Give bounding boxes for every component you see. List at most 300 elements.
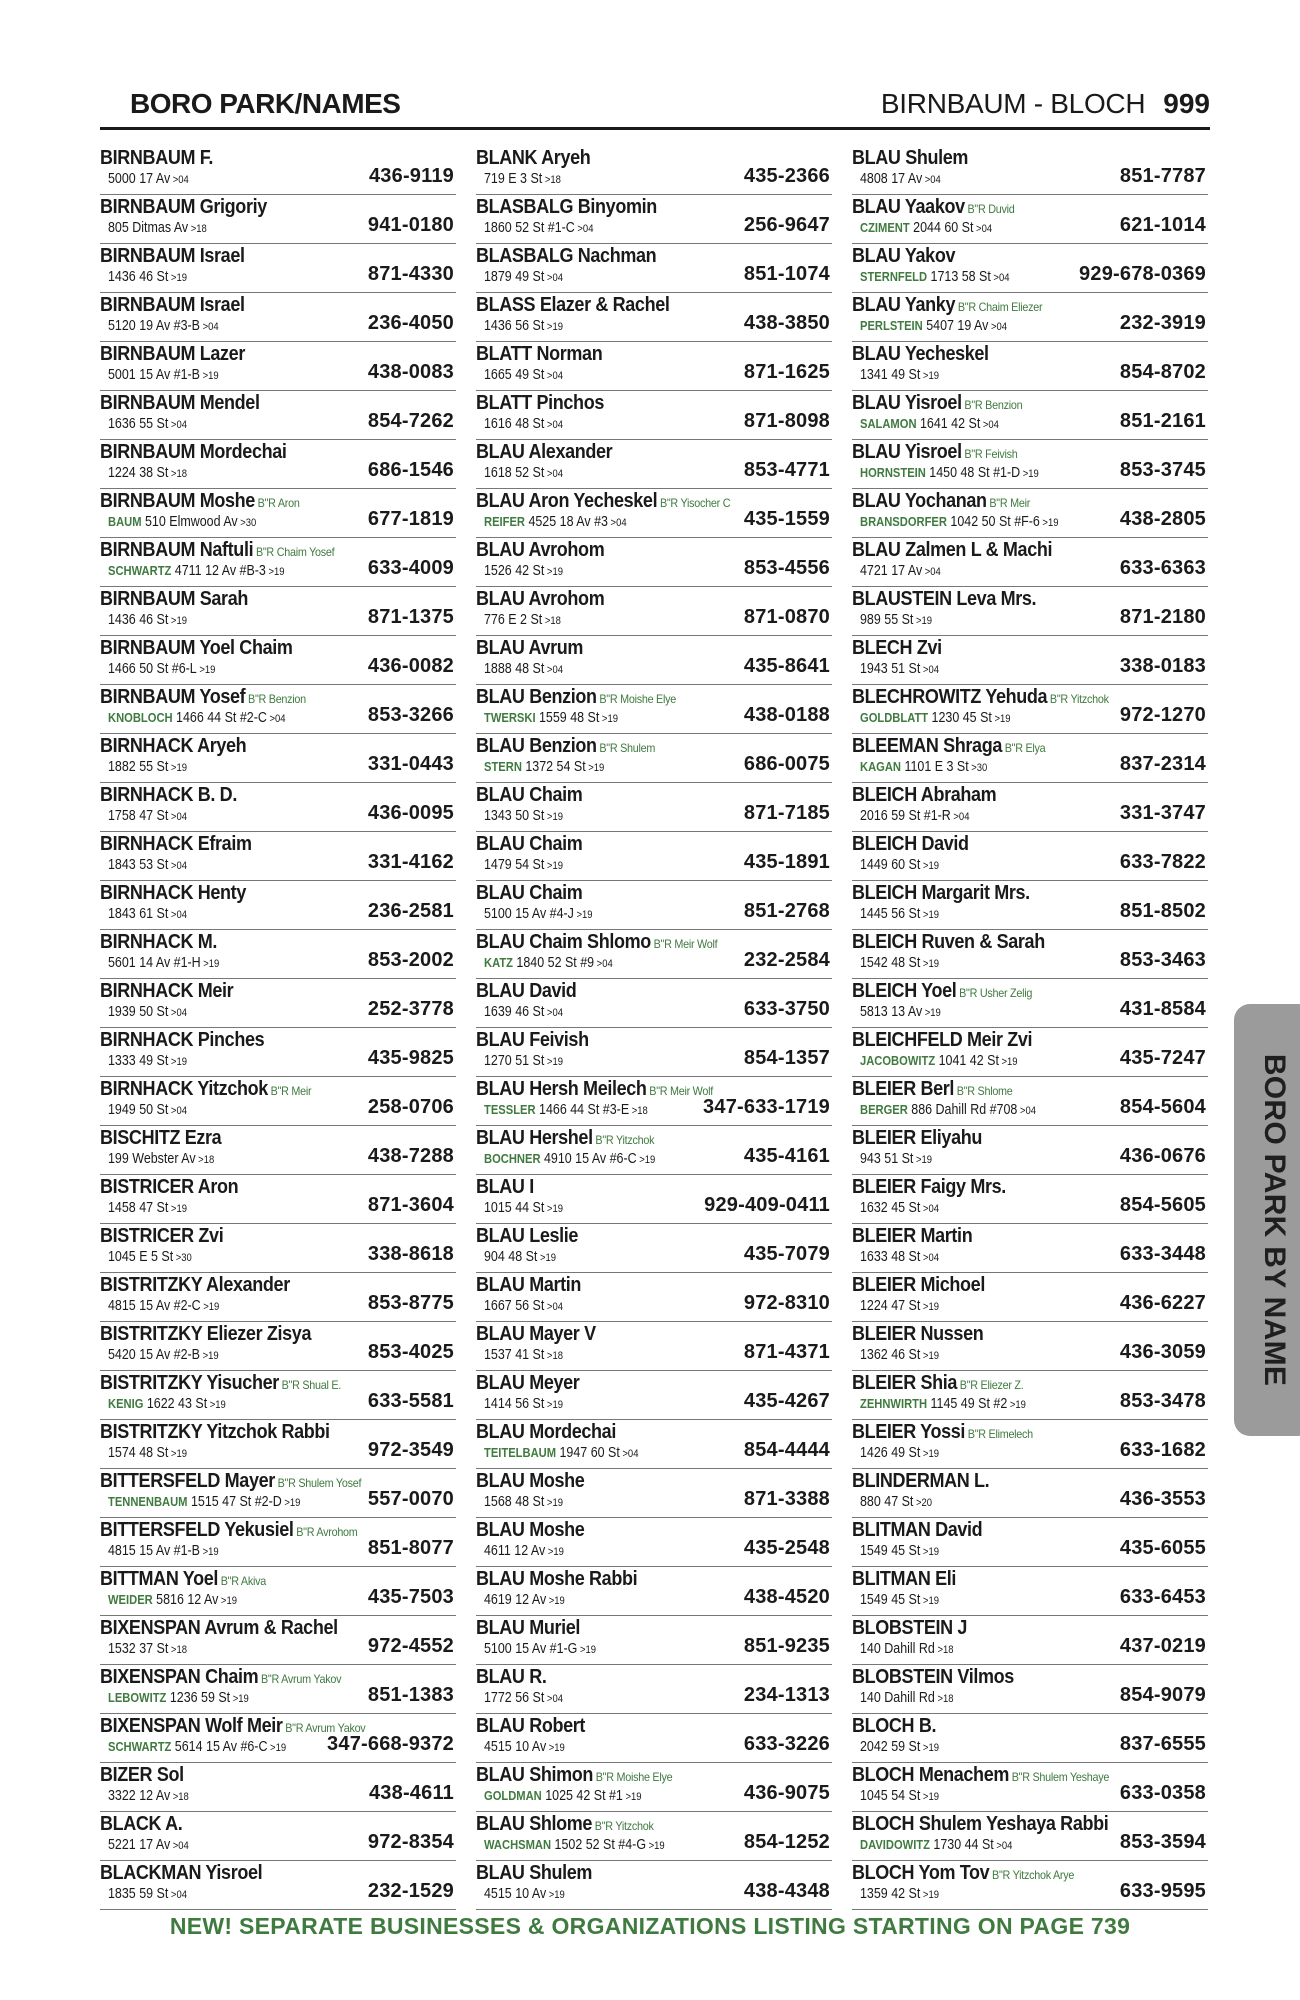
listing-name [852, 1372, 1023, 1395]
street-address: 1045 E 5 St [108, 1249, 174, 1265]
listing-entry [100, 685, 456, 734]
listing-entry [476, 244, 832, 293]
listing-name [852, 196, 1014, 219]
listing-entry [852, 244, 1208, 293]
zip-suffix: >19 [170, 1448, 187, 1460]
listing-entry [476, 881, 832, 930]
person-name: BLOCH B. [852, 1715, 937, 1737]
zip-suffix: >04 [170, 1007, 187, 1019]
listing-address [860, 1788, 939, 1804]
listing-entry [476, 832, 832, 881]
zip-suffix: >19 [548, 1742, 565, 1754]
listing-address [108, 1788, 189, 1804]
listing-name [100, 1323, 311, 1346]
listing-entry [852, 1077, 1208, 1126]
listing-name [100, 1715, 365, 1738]
zip-suffix: >18 [198, 1154, 215, 1166]
street-address: 1436 46 St [108, 612, 169, 628]
phone-number: 435-2548 [743, 1537, 830, 1559]
zip-suffix: >19 [232, 1693, 249, 1705]
listing-name [852, 1323, 983, 1346]
person-name: BLAU Shimon [476, 1764, 594, 1786]
phone-number: 438-0083 [367, 361, 454, 383]
zip-suffix: >19 [994, 713, 1011, 725]
listing-entry [852, 342, 1208, 391]
listing-name [852, 1666, 1014, 1689]
listing-name [100, 1764, 184, 1787]
street-address: 1015 44 St [484, 1200, 545, 1216]
listing-entry [476, 1567, 832, 1616]
street-address: 1568 48 St [484, 1494, 545, 1510]
listing-address [108, 1592, 237, 1608]
listing-name [852, 1127, 982, 1150]
phone-number: 633-3750 [743, 998, 830, 1020]
listing-name [476, 588, 604, 611]
listing-address [860, 220, 992, 236]
zip-suffix: >04 [546, 1693, 563, 1705]
listing-entry [100, 734, 456, 783]
listing-entry [100, 587, 456, 636]
maiden-surname: SCHWARTZ [108, 563, 172, 578]
zip-suffix: >19 [546, 1399, 563, 1411]
listing-entry [100, 538, 456, 587]
person-name: BLAUSTEIN Leva Mrs. [852, 588, 1037, 610]
street-address: 1449 60 St [860, 857, 921, 873]
listing-name [476, 1519, 584, 1542]
listing-name [852, 1078, 1013, 1101]
street-address: 1641 42 St [919, 416, 981, 432]
street-address: 5601 14 Av #1-H [108, 955, 201, 971]
phone-number: 232-1529 [367, 1880, 454, 1902]
listing-entry [852, 979, 1208, 1028]
street-address: 4808 17 Av [860, 171, 923, 187]
listing-column-2 [476, 146, 832, 1910]
street-address: 2044 60 St [913, 220, 974, 236]
phone-number: 347-668-9372 [327, 1733, 454, 1755]
listing-entry [476, 391, 832, 440]
listing-name [100, 1666, 341, 1689]
person-name: BIRNHACK Henty [100, 882, 246, 904]
listing-name [852, 294, 1042, 317]
listing-name [852, 637, 942, 660]
zip-suffix: >04 [170, 1889, 187, 1901]
person-name: BLAU Mordechai [476, 1421, 616, 1443]
listing-name [100, 1127, 221, 1150]
street-address: 1840 52 St #9 [516, 955, 595, 971]
listing-entry [476, 636, 832, 685]
zip-suffix: >19 [202, 1350, 219, 1362]
listing-address [860, 318, 1007, 334]
street-address: 4721 17 Av [860, 563, 923, 579]
street-address: 1943 51 St [860, 661, 921, 677]
listing-name [100, 1470, 361, 1493]
person-name: BLITMAN Eli [852, 1568, 957, 1590]
street-address: 1622 43 St [146, 1396, 208, 1412]
zip-suffix: >19 [203, 958, 220, 970]
street-address: 1362 46 St [860, 1347, 921, 1363]
zip-suffix: >18 [170, 468, 187, 480]
listing-entry [476, 1175, 832, 1224]
listing-name [100, 1225, 223, 1248]
listing-address [484, 1592, 565, 1608]
person-name: BLEICH Ruven & Sarah [852, 931, 1045, 953]
zip-suffix: >19 [922, 1448, 939, 1460]
listing-address [860, 514, 1058, 530]
listing-name [852, 686, 1109, 709]
patronymic: B"R Moishe Elye [595, 1770, 673, 1784]
person-name: BLAU Aron Yecheskel [476, 490, 658, 512]
listing-entry [476, 734, 832, 783]
person-name: BLACK A. [100, 1813, 183, 1835]
maiden-surname: HORNSTEIN [860, 465, 926, 480]
listing-name [476, 196, 657, 219]
listing-name [852, 441, 1018, 464]
listing-name [100, 539, 334, 562]
phone-number: 258-0706 [367, 1096, 454, 1118]
phone-number: 929-409-0411 [704, 1194, 830, 1216]
phone-number: 435-4267 [743, 1390, 830, 1412]
listing-address [108, 1102, 187, 1118]
phone-number: 435-8641 [743, 655, 830, 677]
zip-suffix: >04 [982, 419, 999, 431]
patronymic: B"R Yitzchok [1049, 692, 1109, 706]
phone-number: 851-1074 [743, 263, 830, 285]
listing-entry [476, 538, 832, 587]
listing-address [860, 563, 941, 579]
phone-number: 871-8098 [743, 410, 830, 432]
listing-entry [100, 1567, 456, 1616]
person-name: BLAU Muriel [476, 1617, 581, 1639]
maiden-surname: JACOBOWITZ [860, 1053, 936, 1068]
phone-number: 854-4444 [743, 1439, 830, 1461]
patronymic: B"R Yisocher C [659, 496, 731, 510]
zip-suffix: >04 [993, 272, 1010, 284]
zip-suffix: >04 [622, 1448, 639, 1460]
patronymic: B"R Shlome [956, 1084, 1013, 1098]
listing-address [108, 1200, 187, 1216]
listing-entry [100, 195, 456, 244]
listing-address [108, 1053, 187, 1069]
zip-suffix: >04 [269, 713, 286, 725]
patronymic: B"R Feivish [964, 447, 1018, 461]
person-name: BLOCH Shulem Yeshaya Rabbi [852, 1813, 1109, 1835]
listing-entry [852, 1224, 1208, 1273]
phone-number: 438-2805 [1119, 508, 1206, 530]
street-address: 5816 12 Av [156, 1592, 219, 1608]
listing-entry [476, 146, 832, 195]
maiden-surname: SALAMON [860, 416, 917, 431]
phone-number: 633-3226 [743, 1733, 830, 1755]
listing-entry [476, 1665, 832, 1714]
listing-entry [852, 440, 1208, 489]
phone-number: 331-0443 [367, 753, 454, 775]
listing-address [860, 416, 999, 432]
zip-suffix: >04 [1019, 1105, 1036, 1117]
listing-entry [852, 1616, 1208, 1665]
person-name: BISTRICER Zvi [100, 1225, 224, 1247]
listing-name [476, 1372, 579, 1395]
listing-entry [100, 293, 456, 342]
phone-number: 854-1357 [743, 1047, 830, 1069]
listing-address [108, 563, 285, 579]
zip-suffix: >19 [546, 1056, 563, 1068]
maiden-surname: BERGER [860, 1102, 908, 1117]
street-address: 1359 42 St [860, 1886, 921, 1902]
patronymic: B"R Elimelech [967, 1427, 1033, 1441]
listing-entry [476, 685, 832, 734]
listing-entry [852, 489, 1208, 538]
listing-entry [852, 636, 1208, 685]
zip-suffix: >04 [924, 174, 941, 186]
zip-suffix: >04 [170, 811, 187, 823]
listing-address [484, 1788, 642, 1804]
listing-address [108, 612, 187, 628]
page-number: 999 [1163, 88, 1210, 119]
listing-entry [100, 783, 456, 832]
listing-entry [476, 342, 832, 391]
listing-address [484, 1445, 638, 1461]
listing-address [108, 1690, 249, 1706]
phone-number: 837-6555 [1119, 1733, 1206, 1755]
phone-number: 853-4025 [367, 1341, 454, 1363]
listing-address [108, 269, 187, 285]
zip-suffix: >19 [601, 713, 618, 725]
street-address: 4910 15 Av #6-C [543, 1151, 637, 1167]
person-name: BLASBALG Nachman [476, 245, 657, 267]
zip-suffix: >19 [539, 1252, 557, 1264]
zip-suffix: >19 [170, 272, 187, 284]
listing-entry [852, 1322, 1208, 1371]
listing-name [100, 392, 260, 415]
zip-suffix: >04 [170, 860, 187, 872]
phone-number: 853-3594 [1119, 1831, 1206, 1853]
zip-suffix: >30 [971, 762, 988, 774]
listing-entry [852, 783, 1208, 832]
listing-name [100, 637, 293, 660]
person-name: BITTMAN Yoel [100, 1568, 219, 1590]
listing-address [108, 1347, 219, 1363]
person-name: BLEIER Faigy Mrs. [852, 1176, 1006, 1198]
street-address: 140 Dahill Rd [860, 1690, 935, 1706]
listing-name [852, 1715, 936, 1738]
street-address: 1224 47 St [860, 1298, 921, 1314]
phone-number: 436-3059 [1119, 1341, 1206, 1363]
listing-name [100, 784, 237, 807]
listing-name [100, 147, 213, 170]
zip-suffix: >19 [548, 1889, 565, 1901]
listing-name [476, 1813, 654, 1836]
listing-name [100, 490, 300, 513]
listing-address [484, 1886, 565, 1902]
person-name: BLECHROWITZ Yehuda [852, 686, 1048, 708]
maiden-surname: KATZ [484, 955, 513, 970]
listing-name [476, 343, 602, 366]
street-address: 1574 48 St [108, 1445, 169, 1461]
person-name: BLEICHFELD Meir Zvi [852, 1029, 1033, 1051]
listing-entry [852, 930, 1208, 979]
zip-suffix: >04 [170, 419, 187, 431]
person-name: BIRNBAUM Sarah [100, 588, 248, 610]
phone-number: 436-0676 [1119, 1145, 1206, 1167]
side-tab[interactable] [1234, 1004, 1300, 1436]
zip-suffix: >19 [1042, 517, 1059, 529]
phone-number: 331-4162 [367, 851, 454, 873]
phone-number: 438-4611 [368, 1782, 454, 1804]
phone-number: 854-9079 [1119, 1684, 1206, 1706]
phone-number: 435-6055 [1119, 1537, 1206, 1559]
zip-suffix: >19 [548, 1595, 565, 1607]
listing-name [476, 1274, 581, 1297]
street-address: 199 Webster Av [108, 1151, 196, 1167]
person-name: BLAU Shulem [476, 1862, 593, 1884]
patronymic: B"R Benzion [964, 398, 1023, 412]
listing-address [860, 1200, 939, 1216]
patronymic: B"R Avrum Yakov [261, 1672, 342, 1686]
listing-name [100, 1862, 262, 1885]
listing-name [852, 1764, 1109, 1787]
phone-number: 633-1682 [1119, 1439, 1206, 1461]
listing-name [476, 931, 717, 954]
person-name: BLATT Pinchos [476, 392, 604, 414]
listing-entry [100, 1420, 456, 1469]
patronymic: B"R Avrum Yakov [285, 1721, 366, 1735]
zip-suffix: >04 [170, 1105, 187, 1117]
street-address: 1236 59 St [169, 1690, 231, 1706]
zip-suffix: >19 [284, 1497, 301, 1509]
street-address: 1636 55 St [108, 416, 169, 432]
phone-number: 853-2002 [367, 949, 454, 971]
section-title: BORO PARK/NAMES [130, 88, 401, 119]
person-name: BLAU Shulem [852, 147, 969, 169]
listing-address [860, 857, 939, 873]
phone-number: 677-1819 [367, 508, 454, 530]
listing-address [860, 1886, 939, 1902]
person-name: BLEICH Abraham [852, 784, 997, 806]
person-name: BIZER Sol [100, 1764, 184, 1786]
street-address: 1270 51 St [484, 1053, 545, 1069]
street-address: 1549 45 St [860, 1543, 921, 1559]
listing-name [476, 1127, 654, 1150]
phone-number: 871-4330 [367, 263, 454, 285]
maiden-surname: CZIMENT [860, 220, 910, 235]
street-address: 4515 10 Av [484, 1886, 547, 1902]
listing-name [852, 882, 1030, 905]
phone-number: 236-2581 [367, 900, 454, 922]
zip-suffix: >19 [648, 1840, 665, 1852]
phone-number: 435-1559 [743, 508, 830, 530]
listing-entry [476, 1861, 832, 1910]
listing-name [100, 980, 233, 1003]
person-name: BLAU Shlome [476, 1813, 593, 1835]
phone-number: 436-9119 [368, 165, 454, 187]
street-address: 5000 17 Av [108, 171, 171, 187]
phone-number: 435-7247 [1119, 1047, 1206, 1069]
listing-name [100, 343, 245, 366]
zip-suffix: >04 [922, 664, 939, 676]
zip-suffix: >04 [546, 468, 563, 480]
person-name: BLATT Norman [476, 343, 603, 365]
phone-number: 347-633-1719 [703, 1096, 830, 1118]
zip-suffix: >04 [546, 1301, 563, 1313]
person-name: BLEICH David [852, 833, 969, 855]
listing-address [484, 808, 563, 824]
street-address: 1101 E 3 St [904, 759, 969, 775]
street-address: 4815 15 Av #2-C [108, 1298, 201, 1314]
phone-number: 851-2161 [1119, 410, 1206, 432]
zip-suffix: >30 [240, 517, 257, 529]
person-name: BLAU Alexander [476, 441, 613, 463]
listing-address [108, 220, 207, 236]
zip-suffix: >04 [546, 664, 563, 676]
phone-number: 252-3778 [367, 998, 454, 1020]
phone-number: 633-6453 [1119, 1586, 1206, 1608]
listing-name [476, 392, 604, 415]
listing-name [852, 1225, 972, 1248]
street-address: 1436 56 St [484, 318, 545, 334]
listing-entry [100, 636, 456, 685]
listing-name [100, 196, 267, 219]
listing-entry [100, 1175, 456, 1224]
maiden-surname: BOCHNER [484, 1151, 541, 1166]
phone-number: 941-0180 [367, 214, 454, 236]
street-address: 1633 48 St [860, 1249, 921, 1265]
listing-entry [476, 1224, 832, 1273]
street-address: 1515 47 St #2-D [190, 1494, 282, 1510]
patronymic: B"R Shulem Yeshaye [1011, 1770, 1110, 1784]
listing-address [484, 514, 627, 530]
phone-number: 232-2584 [743, 949, 830, 971]
listing-name [476, 490, 730, 513]
person-name: BISTRITZKY Eliezer Zisya [100, 1323, 312, 1345]
listing-address [860, 1494, 932, 1510]
person-name: BLAU Chaim [476, 833, 583, 855]
street-address: 776 E 2 St [484, 612, 543, 628]
street-address: 1414 56 St [484, 1396, 545, 1412]
listing-name [100, 1617, 338, 1640]
phone-number: 871-7185 [743, 802, 830, 824]
phone-number: 871-1625 [743, 361, 830, 383]
phone-number: 854-1252 [743, 1831, 830, 1853]
phone-number: 338-0183 [1119, 655, 1206, 677]
phone-number: 686-1546 [367, 459, 454, 481]
maiden-surname: TESSLER [484, 1102, 536, 1117]
patronymic: B"R Elya [1004, 741, 1046, 755]
street-address: 1466 44 St #2-C [176, 710, 267, 726]
zip-suffix: >30 [175, 1252, 192, 1264]
listing-address [860, 906, 939, 922]
zip-suffix: >19 [270, 1742, 287, 1754]
listing-entry [852, 1665, 1208, 1714]
person-name: BLAU Avrum [476, 637, 584, 659]
phone-number: 436-0095 [367, 802, 454, 824]
phone-number: 431-8584 [1119, 998, 1206, 1020]
street-address: 5813 13 Av [860, 1004, 923, 1020]
zip-suffix: >19 [546, 811, 563, 823]
phone-number: 234-1313 [743, 1684, 830, 1706]
listing-name [100, 294, 245, 317]
listing-name [476, 1225, 578, 1248]
listing-entry [100, 930, 456, 979]
phone-number: 621-1014 [1119, 214, 1206, 236]
listing-name [100, 833, 252, 856]
listing-entry [100, 1077, 456, 1126]
listing-entry [100, 1469, 456, 1518]
maiden-surname: GOLDMAN [484, 1788, 542, 1803]
listing-entry [476, 587, 832, 636]
street-address: 1025 42 St #1 [545, 1788, 623, 1804]
listing-name [852, 147, 968, 170]
listing-entry [476, 293, 832, 342]
